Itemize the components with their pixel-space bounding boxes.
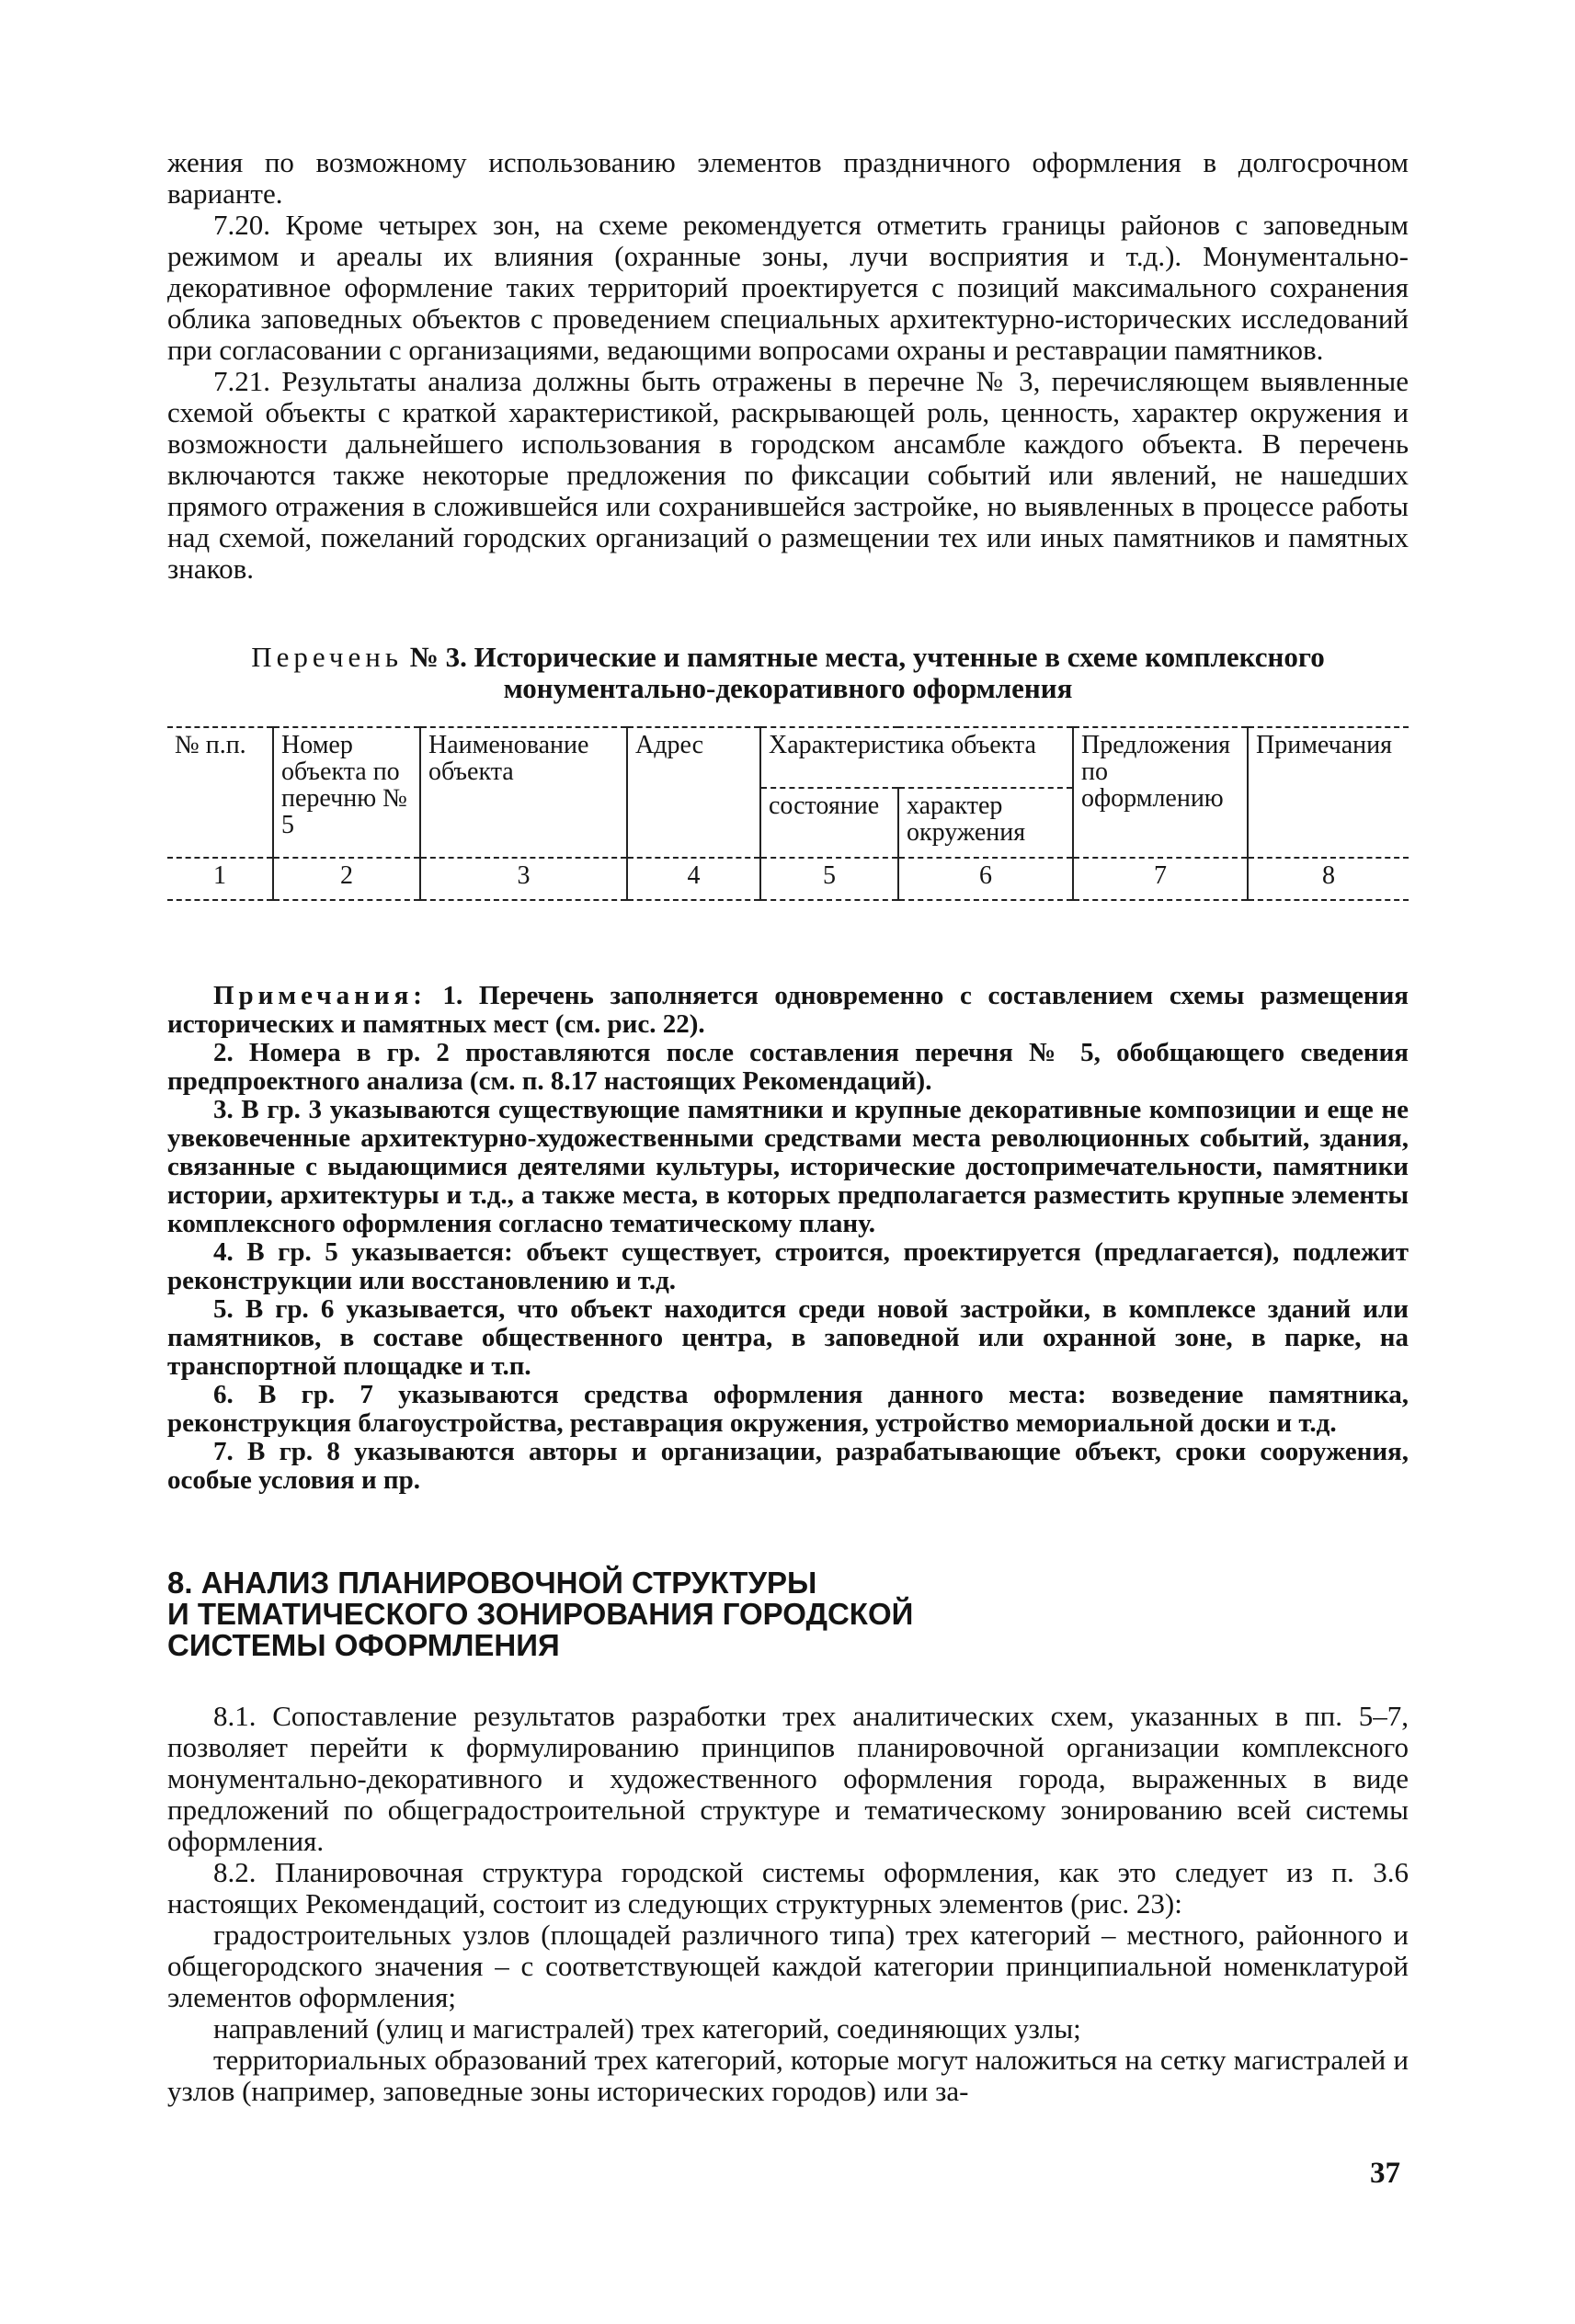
notes-lead: Примечания: [213, 981, 427, 1010]
col-number: 6 [898, 858, 1073, 900]
header-col-8: Примечания [1248, 727, 1409, 858]
col-number: 2 [273, 858, 420, 900]
note-1 [167, 982, 1409, 1039]
note-3: 3. В гр. 3 указываются существующие памятники и крупные декоративные композиции и еще не увековеченные архитектурно-художественными средствами места революционных событий, здания, связанные с выдающимися деятелями культуры, исторические достопримечательности, памятники истории, архитектуры и т.д., а также места, в которых предполагается разместить крупные элементы комплексного оформления согласно тематическому плану. [167, 1095, 1409, 1238]
heading-line-3: СИСТЕМЫ ОФОРМЛЕНИЯ [167, 1628, 560, 1662]
note-6: 6. В гр. 7 указываются средства оформления данного места: возведение памятника, реконструкция благоустройства, реставрация окружения, устройство мемориальной доски и т.д. [167, 1380, 1409, 1438]
col-number: 7 [1073, 858, 1248, 900]
table-notes [167, 982, 1409, 1495]
col-number: 1 [167, 858, 273, 900]
body-text-top [167, 147, 1409, 585]
list-item: территориальных образований трех категорий, которые могут наложиться на сетку магистралей и узлов (например, заповедные зоны исторических городов) или за- [167, 2044, 1409, 2107]
section-8-heading [167, 1567, 913, 1661]
paragraph-8-1: 8.1. Сопоставление результатов разработки трех аналитических схем, указанных в пп. 5–7, позволяет перейти к формулированию принципов планировочной организации комплексного монументально-декоративного и художественного оформления города, выраженных в виде предложений по общеградостроительной структуре и тематическому зонированию всей системы оформления. [167, 1700, 1409, 1857]
paragraph-8-2: 8.2. Планировочная структура городской системы оформления, как это следует из п. 3.6 настоящих Рекомендаций, состоит из следующих структурных элементов (рис. 23): [167, 1856, 1409, 1920]
header-col-7: Предложения по оформлению [1073, 727, 1248, 858]
header-col-2: Номер объекта по перечню № 5 [273, 727, 420, 858]
col-number: 8 [1248, 858, 1409, 900]
page-number: 37 [1370, 2157, 1400, 2190]
paragraph-7-20: 7.20. Кроме четырех зон, на схеме рекомендуется отметить границы районов с заповедным режимом и ареалы их влияния (охранные зоны, лучи восприятия и т.д.). Монументально-декоративное оформление таких территорий проектируется с позиций максимального сохранения облика заповедных объектов с проведением специальных архитектурно-исторических исследований при согласовании с организациями, ведающими вопросами охраны и реставрации памятников. [167, 209, 1409, 366]
header-col-5: состояние [760, 788, 898, 858]
note-7: 7. В гр. 8 указываются авторы и организации, разрабатывающие объект, сроки сооружения, особые условия и пр. [167, 1437, 1409, 1495]
list-item: градостроительных узлов (площадей различного типа) трех категорий – местного, районного и общегородского значения – с соответствующей каждой категории принципиальной номенклатурой элементов оформления; [167, 1919, 1409, 2013]
heading-line-2: И ТЕМАТИЧЕСКОГО ЗОНИРОВАНИЯ ГОРОДСКОЙ [167, 1597, 914, 1631]
note-1-text: 1. Перечень заполняется одновременно с составлением схемы размещения исторических и памятных мест (см. рис. 22). [167, 981, 1409, 1039]
header-col-3: Наименование объекта [420, 727, 627, 858]
list-3-table [167, 726, 1409, 901]
table-caption [167, 642, 1409, 704]
caption-rest: № 3. Исторические и памятные места, учтенные в схеме комплексного монументально-декоративного оформления [409, 641, 1325, 704]
note-5: 5. В гр. 6 указывается, что объект находится среди новой застройки, в комплексе зданий или памятников, в составе общественного центра, в заповедной или охранной зоне, в парке, на транспортной площадке и т.п. [167, 1294, 1409, 1381]
col-number: 5 [760, 858, 898, 900]
table-row [167, 858, 1409, 900]
header-col-5-6: Характеристика объекта [760, 727, 1073, 788]
list-item: направлений (улиц и магистралей) трех категорий, соединяющих узлы; [213, 2012, 1081, 2045]
heading-line-1: 8. АНАЛИЗ ПЛАНИРОВОЧНОЙ СТРУКТУРЫ [167, 1566, 817, 1600]
header-col-4: Адрес [627, 727, 760, 858]
note-4: 4. В гр. 5 указывается: объект существует, строится, проектируется (предлагается), подлежит реконструкции или восстановлению и т.д. [167, 1237, 1409, 1295]
paragraph-intro: жения по возможному использованию элементов праздничного оформления в долгосрочном варианте. [167, 146, 1409, 210]
col-number: 4 [627, 858, 760, 900]
col-number: 3 [420, 858, 627, 900]
header-col-6: характер окружения [898, 788, 1073, 858]
section-8-body [167, 1701, 1409, 2107]
header-col-1: № п.п. [167, 727, 273, 858]
note-2: 2. Номера в гр. 2 проставляются после составления перечня № 5, обобщающего сведения предпроектного анализа (см. п. 8.17 настоящих Рекомендаций). [167, 1038, 1409, 1096]
caption-lead: Перечень [251, 641, 403, 673]
paragraph-7-21: 7.21. Результаты анализа должны быть отражены в перечне № 3, перечисляющем выявленные схемой объекты с краткой характеристикой, раскрывающей роль, ценность, характер окружения и возможности дальнейшего использования в городском ансамбле каждого объекта. В перечень включаются также некоторые предложения по фиксации событий или явлений, не нашедших прямого отражения в сложившейся или сохранившейся застройке, но выявленных в процессе работы над схемой, пожеланий городских организаций о размещении тех или иных памятников и памятных знаков. [167, 365, 1409, 585]
